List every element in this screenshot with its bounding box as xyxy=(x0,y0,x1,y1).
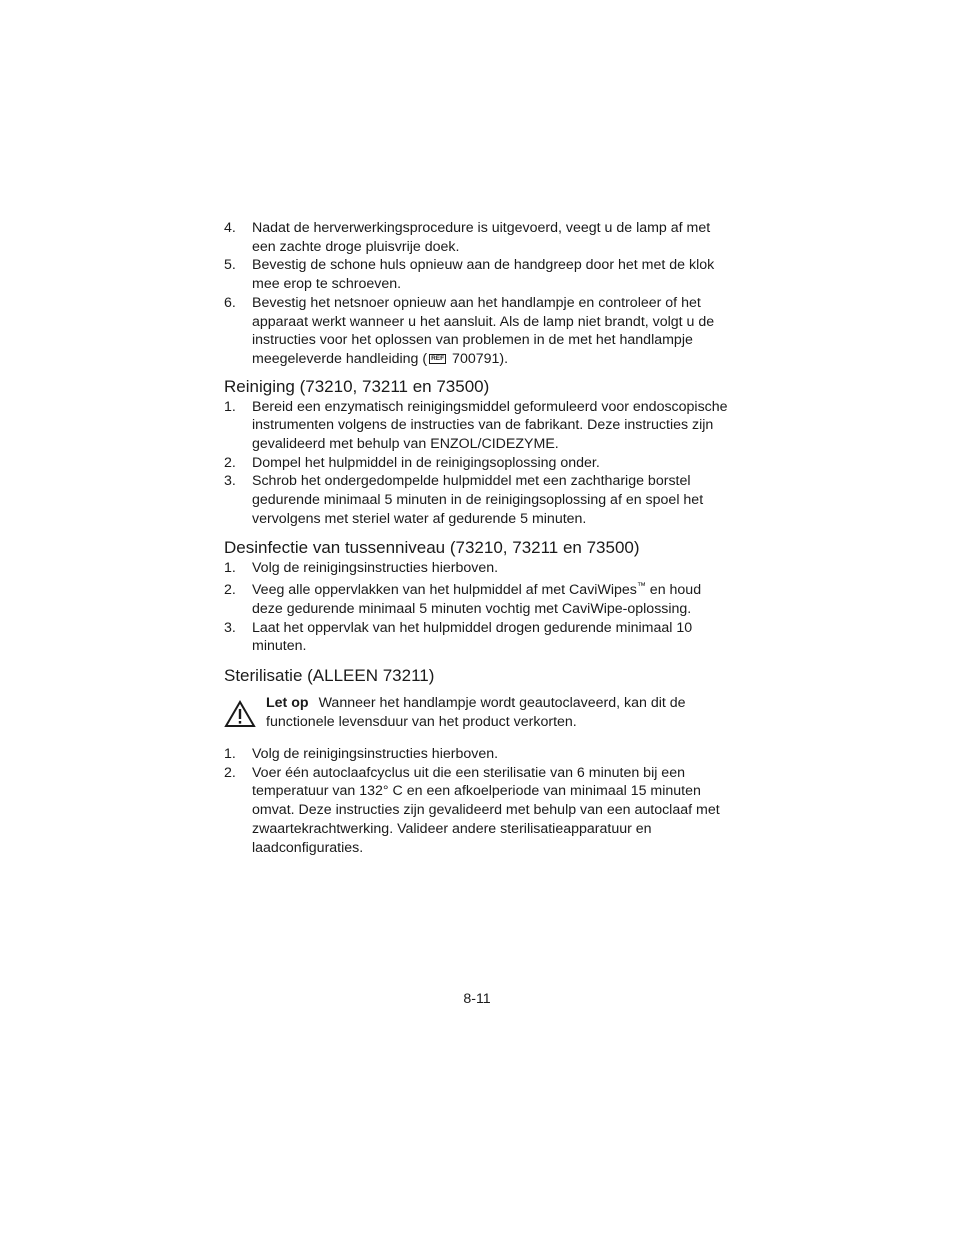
list-number: 2. xyxy=(224,764,236,781)
list-text-part: Bevestig het netsnoer opnieuw aan het handlampje en controleer of het apparaat werkt wanneer u het aansluit. Als de lamp niet brandt, volgt u de instructies voor het oplossen van problemen in de met het handlampje meegeleverde handleiding ( xyxy=(252,294,715,367)
list-number: 3. xyxy=(224,619,236,636)
list-number: 4. xyxy=(224,220,236,236)
list-number: 2. xyxy=(224,454,236,471)
list-number: 6. xyxy=(224,294,236,311)
list-number: 3. xyxy=(224,473,236,490)
list-text xyxy=(252,581,730,618)
list-item xyxy=(224,581,730,618)
list-number: 5. xyxy=(224,257,236,274)
list-item xyxy=(224,764,730,858)
section-title-desinfectie: Desinfectie van tussenniveau (73210, 73211 en 73500) xyxy=(224,537,640,557)
list-text: Nadat de herverwerkingsprocedure is uitgevoerd, veegt u de lamp af met een zachte droge pluisvrije doek. xyxy=(252,220,711,255)
section-title-reiniging: Reiniging (73210, 73211 en 73500) xyxy=(224,376,490,396)
list-text: Bereid een enzymatisch reinigingsmiddel geformuleerd voor endoscopische instrumenten volgens de instructies van de fabrikant. Deze instructies zijn gevalideerd met behulp van ENZOL/CIDEZYME. xyxy=(252,398,728,453)
list-item xyxy=(224,619,730,656)
list-text: Volg de reinigingsinstructies hierboven. xyxy=(252,746,499,763)
list-text: Voer één autoclaafcyclus uit die een sterilisatie van 6 minuten bij een temperatuur van 132° C en een afkoelperiode van minimaal 15 minuten omvat. Deze instructies zijn gevalideerd met behulp van een autoclaaf met zwaartekrachtwerking. Valideer andere sterilisatieapparatuur en laadconfiguraties. xyxy=(252,764,720,856)
page-number: 8-11 xyxy=(463,991,491,1007)
list-text-part: en houd deze gedurende minimaal 5 minuten vochtig met CaviWipe-oplossing. xyxy=(252,582,702,617)
list-number: 1. xyxy=(224,559,236,576)
reiniging-list xyxy=(224,398,730,529)
list-item xyxy=(224,398,730,454)
list-number: 2. xyxy=(224,582,236,599)
list-text xyxy=(252,294,730,369)
list-text: Schrob het ondergedompelde hulpmiddel met een zachtharige borstel gedurende minimaal 5 minuten in de reinigingsoplossing af en spoel het vervolgens met steriel water af gedurende 5 minuten. xyxy=(252,473,704,527)
document-body xyxy=(224,219,730,857)
list-item xyxy=(224,745,730,764)
desinfectie-list xyxy=(224,559,730,657)
list-item xyxy=(224,559,730,578)
caution-note xyxy=(224,694,730,733)
caution-label: Let op xyxy=(266,695,309,712)
trademark-symbol: ™ xyxy=(636,580,646,591)
list-text-part: Veeg alle oppervlakken van het hulpmiddel af met CaviWipes xyxy=(252,582,637,599)
list-item xyxy=(224,219,730,256)
list-text: Bevestig de schone huls opnieuw aan de handgreep door het met de klok mee erop te schroeven. xyxy=(252,257,715,293)
list-number: 1. xyxy=(224,746,236,763)
caution-text: Wanneer het handlampje wordt geautoclaveerd, kan dit de functionele levensduur van het product verkorten. xyxy=(266,695,686,730)
list-item xyxy=(224,472,730,528)
list-item xyxy=(224,294,730,369)
list-text: Dompel het hulpmiddel in de reinigingsoplossing onder. xyxy=(252,454,600,471)
warning-triangle-icon xyxy=(224,694,266,733)
list-text-part: 700791). xyxy=(448,350,509,367)
sterilisatie-list xyxy=(224,745,730,857)
list-text: Volg de reinigingsinstructies hierboven. xyxy=(252,559,499,576)
procedure-list-continued xyxy=(224,219,730,369)
section-title-sterilisatie: Sterilisatie (ALLEEN 73211) xyxy=(224,666,435,686)
caution-text-block xyxy=(266,694,730,733)
list-text: Laat het oppervlak van het hulpmiddel drogen gedurende minimaal 10 minuten. xyxy=(252,619,693,655)
list-number: 1. xyxy=(224,398,236,415)
list-item xyxy=(224,454,730,473)
ref-symbol-icon: REF xyxy=(431,355,445,363)
list-item xyxy=(224,256,730,293)
